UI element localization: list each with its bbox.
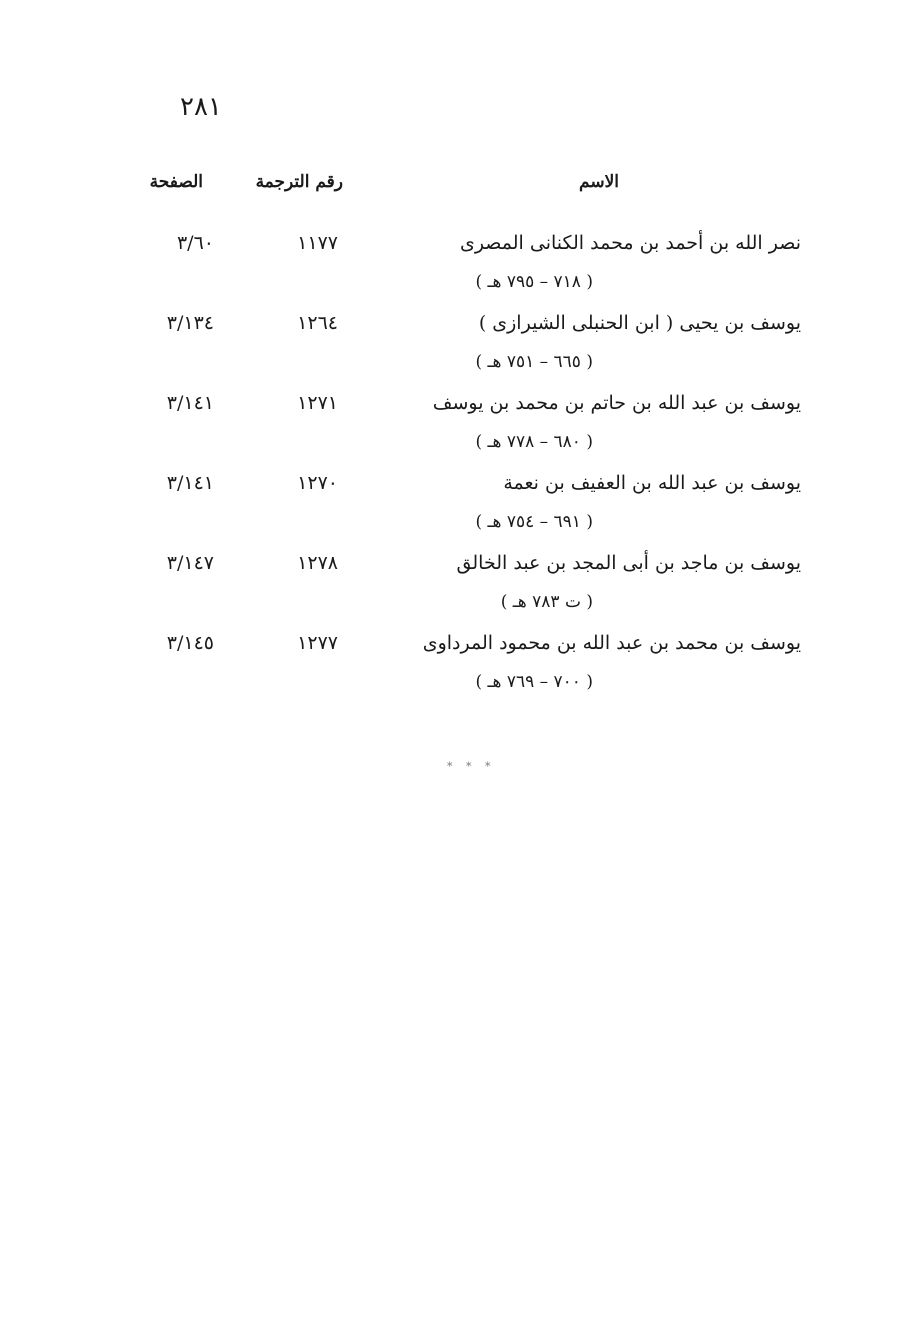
entry-page: ٣/١٤٧: [166, 552, 214, 574]
entry-number: ١٢٦٤: [297, 312, 338, 334]
entry-name: يوسف بن يحيى ( ابن الحنبلى الشيرازى ): [478, 312, 801, 334]
index-entry: [0, 312, 911, 392]
index-entry: [0, 232, 911, 312]
entry-dates: ( ٦٩١ – ٧٥٤ هـ ): [475, 512, 593, 532]
entry-page: ٣/١٤١: [166, 392, 214, 414]
entry-dates: ( ٦٦٥ – ٧٥١ هـ ): [475, 352, 593, 372]
page-number: ٢٨١: [180, 92, 222, 122]
column-header-name: الاسم: [579, 172, 619, 192]
entry-number: ١٢٧٨: [297, 552, 338, 574]
column-header-page: الصفحة: [149, 172, 203, 192]
index-entry: [0, 632, 911, 712]
entry-page: ٣/١٣٤: [166, 312, 214, 334]
index-entry: [0, 552, 911, 632]
entry-dates: ( ت ٧٨٣ هـ ): [500, 592, 593, 612]
entry-name: يوسف بن ماجد بن أبى المجد بن عبد الخالق: [456, 552, 801, 574]
entry-name: يوسف بن عبد الله بن العفيف بن نعمة: [503, 472, 801, 494]
index-entry: [0, 392, 911, 472]
section-separator: * * *: [447, 760, 496, 773]
entry-page: ٣/٦٠: [176, 232, 214, 254]
entry-name: يوسف بن محمد بن عبد الله بن محمود المرداوى: [422, 632, 801, 654]
column-header-number: رقم الترجمة: [255, 172, 343, 192]
entry-name: نصر الله بن أحمد بن محمد الكنانى المصرى: [459, 232, 801, 254]
entry-dates: ( ٧٠٠ – ٧٦٩ هـ ): [475, 672, 593, 692]
entry-number: ١١٧٧: [297, 232, 338, 254]
entry-number: ١٢٧٧: [297, 632, 338, 654]
entry-dates: ( ٧١٨ – ٧٩٥ هـ ): [475, 272, 593, 292]
index-entries: [0, 232, 911, 712]
entry-number: ١٢٧١: [297, 392, 338, 414]
entry-number: ١٢٧٠: [297, 472, 338, 494]
entry-name: يوسف بن عبد الله بن حاتم بن محمد بن يوسف: [432, 392, 801, 414]
index-entry: [0, 472, 911, 552]
entry-page: ٣/١٤٥: [166, 632, 214, 654]
entry-page: ٣/١٤١: [166, 472, 214, 494]
entry-dates: ( ٦٨٠ – ٧٧٨ هـ ): [475, 432, 593, 452]
